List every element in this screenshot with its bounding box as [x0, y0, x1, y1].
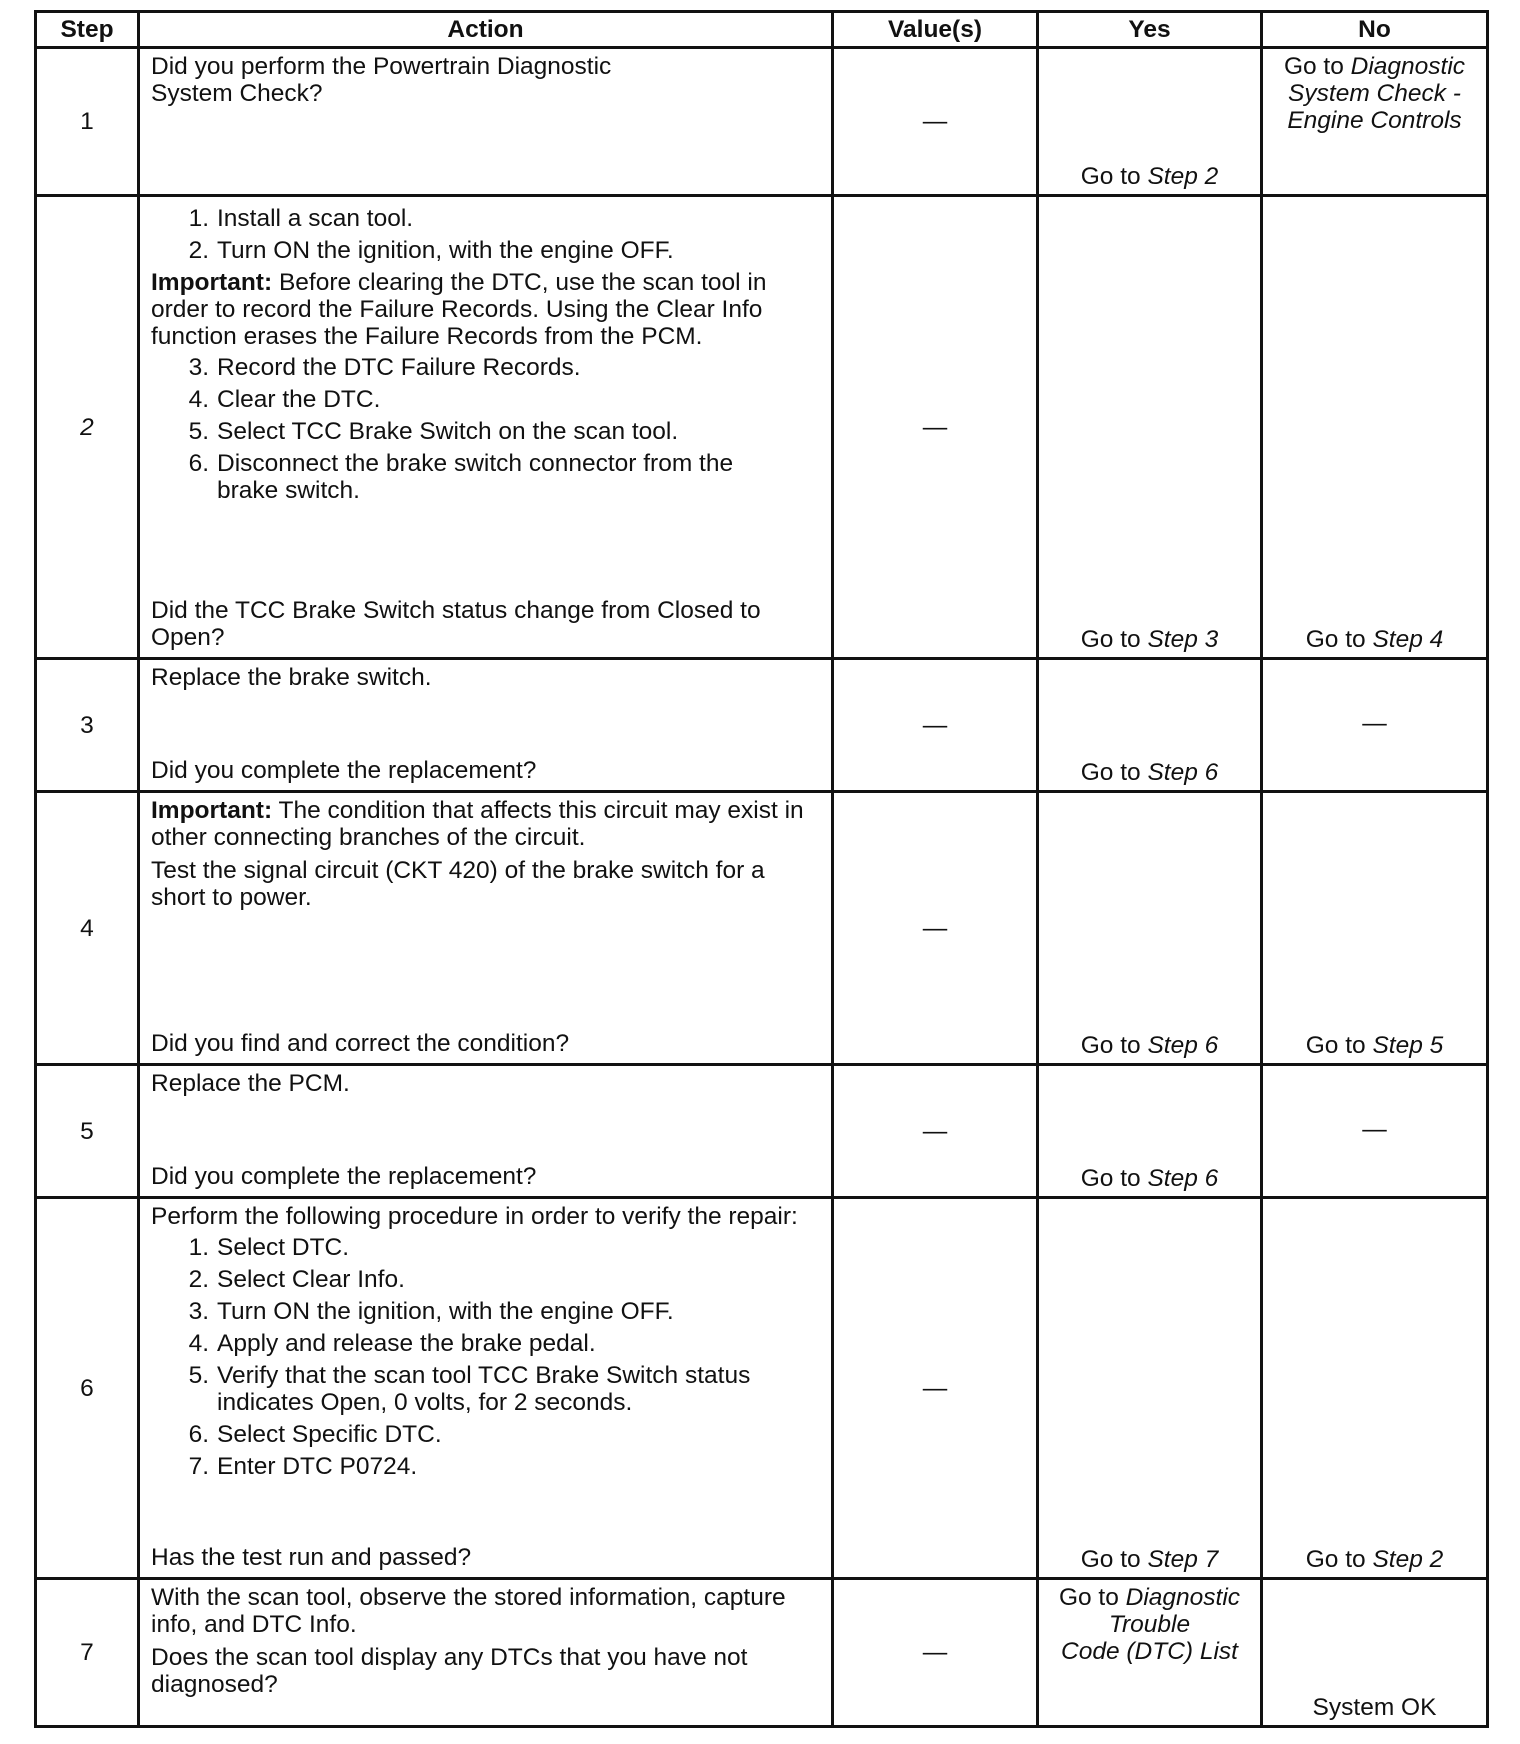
yes-step-link[interactable]: Step 6: [1147, 1032, 1219, 1059]
yes-step-link[interactable]: Step 3: [1147, 626, 1219, 653]
list-item: 7. Enter DTC P0724.: [188, 1453, 418, 1480]
list-item: 6. Disconnect the brake switch connector from the brake switch.: [188, 450, 734, 504]
step-number: 6: [36, 1198, 139, 1579]
no-prefix: Go to: [1305, 626, 1366, 653]
question: Did you complete the replacement?: [151, 757, 537, 784]
no-step-link[interactable]: Step 5: [1372, 1032, 1444, 1059]
step-number: 5: [36, 1065, 139, 1198]
value-cell: —: [833, 48, 1038, 196]
list-item: 5. Select TCC Brake Switch on the scan tool.: [188, 418, 679, 445]
action-cell: [139, 659, 833, 792]
step-3-row: [36, 659, 1488, 792]
yes-prefix: Go to: [1080, 1165, 1141, 1192]
no-cell: —: [1262, 659, 1488, 792]
list-item: 1. Select DTC.: [188, 1234, 350, 1261]
instruction: Replace the PCM.: [151, 1070, 350, 1097]
step-6-row: [36, 1198, 1488, 1579]
yes-step-link[interactable]: Step 7: [1147, 1546, 1219, 1573]
important-note: Important: Before clearing the DTC, use the scan tool in order to record the Failure Records. Using the Clear Info function erases the Failure Records from the PCM.: [151, 269, 767, 350]
list-item: 1. Install a scan tool.: [188, 205, 414, 232]
question-line: Did you perform the Powertrain Diagnostic: [151, 53, 612, 80]
yes-step-link[interactable]: Step 6: [1147, 759, 1219, 786]
no-cell: System OK: [1262, 1579, 1488, 1727]
yes-prefix: Go to: [1080, 759, 1141, 786]
no-step-link[interactable]: Step 4: [1372, 626, 1444, 653]
no-cell: [1262, 196, 1488, 659]
value-cell: —: [833, 792, 1038, 1065]
procedure-list: [151, 350, 821, 509]
header-yes: Yes: [1038, 12, 1262, 48]
important-note: Important: The condition that affects this circuit may exist in other connecting branches of the circuit.: [151, 797, 804, 851]
yes-step-link[interactable]: Step 6: [1147, 1165, 1219, 1192]
yes-prefix: Go to: [1080, 163, 1141, 190]
instruction: Replace the brake switch.: [151, 664, 432, 691]
list-item: 5. Verify that the scan tool TCC Brake Switch status indicates Open, 0 volts, for 2 seconds.: [188, 1362, 751, 1416]
yes-prefix: Go to: [1080, 1546, 1141, 1573]
yes-cell: [1038, 196, 1262, 659]
yes-line[interactable]: Code (DTC) List: [1061, 1638, 1238, 1665]
list-item: 3. Record the DTC Failure Records.: [188, 354, 581, 381]
list-item: 4. Clear the DTC.: [188, 386, 381, 413]
step-4-row: [36, 792, 1488, 1065]
question: Has the test run and passed?: [151, 1544, 472, 1571]
no-step-link[interactable]: Step 2: [1372, 1546, 1444, 1573]
value-cell: —: [833, 1198, 1038, 1579]
action-cell: [139, 792, 833, 1065]
step-number: 4: [36, 792, 139, 1065]
yes-prefix: Go to: [1080, 1032, 1141, 1059]
yes-step-link[interactable]: Step 2: [1147, 163, 1219, 190]
instruction: Test the signal circuit (CKT 420) of the brake switch for a short to power.: [151, 857, 765, 911]
step-number: 3: [36, 659, 139, 792]
step-2-row: [36, 196, 1488, 659]
value-cell: —: [833, 196, 1038, 659]
list-item: 2. Select Clear Info.: [188, 1266, 405, 1293]
header-action: Action: [139, 12, 833, 48]
yes-cell: [1038, 1198, 1262, 1579]
list-item: 6. Select Specific DTC.: [188, 1421, 442, 1448]
yes-cell: [1038, 792, 1262, 1065]
no-line[interactable]: Engine Controls: [1287, 107, 1462, 134]
header-step: Step: [36, 12, 139, 48]
action-cell: [139, 1579, 833, 1727]
step-number: 2: [36, 196, 139, 659]
no-cell: [1262, 1198, 1488, 1579]
no-prefix: Go to: [1305, 1032, 1366, 1059]
no-prefix: Go to: [1305, 1546, 1366, 1573]
yes-prefix: Go to: [1080, 626, 1141, 653]
question-line: System Check?: [151, 80, 323, 107]
value-cell: —: [833, 1579, 1038, 1727]
procedure-list: [151, 201, 821, 269]
question: Does the scan tool display any DTCs that you have not diagnosed?: [151, 1644, 748, 1698]
action-cell: [139, 1065, 833, 1198]
header-values: Value(s): [833, 12, 1038, 48]
question: Did you complete the replacement?: [151, 1163, 537, 1190]
no-cell: [1262, 48, 1488, 196]
no-line[interactable]: Go to Diagnostic: [1283, 53, 1466, 80]
instruction: With the scan tool, observe the stored information, capture info, and DTC Info.: [151, 1584, 786, 1638]
yes-cell: [1038, 1579, 1262, 1727]
value-cell: —: [833, 1065, 1038, 1198]
diagnostic-table: [34, 10, 1489, 1728]
yes-line[interactable]: Trouble: [1108, 1611, 1191, 1638]
list-item: 3. Turn ON the ignition, with the engine OFF.: [188, 1298, 674, 1325]
intro: Perform the following procedure in order to verify the repair:: [151, 1203, 798, 1230]
list-item: 4. Apply and release the brake pedal.: [188, 1330, 596, 1357]
no-line[interactable]: System Check -: [1288, 80, 1461, 107]
step-5-row: [36, 1065, 1488, 1198]
action-cell: [139, 1198, 833, 1579]
list-item: 2. Turn ON the ignition, with the engine OFF.: [188, 237, 674, 264]
step-number: 1: [36, 48, 139, 196]
yes-cell: [1038, 1065, 1262, 1198]
action-cell: [139, 196, 833, 659]
yes-cell: [1038, 659, 1262, 792]
step-number: 7: [36, 1579, 139, 1727]
no-cell: —: [1262, 1065, 1488, 1198]
action-cell: [139, 48, 833, 196]
step-7-row: [36, 1579, 1488, 1727]
question: Did the TCC Brake Switch status change from Closed to Open?: [151, 597, 761, 651]
header-row: [36, 12, 1488, 48]
value-cell: —: [833, 659, 1038, 792]
question: Did you find and correct the condition?: [151, 1030, 570, 1057]
header-no: No: [1262, 12, 1488, 48]
yes-line[interactable]: Go to Diagnostic: [1058, 1584, 1241, 1611]
procedure-list: [151, 1230, 821, 1485]
no-cell: [1262, 792, 1488, 1065]
step-1-row: [36, 48, 1488, 196]
yes-cell: [1038, 48, 1262, 196]
